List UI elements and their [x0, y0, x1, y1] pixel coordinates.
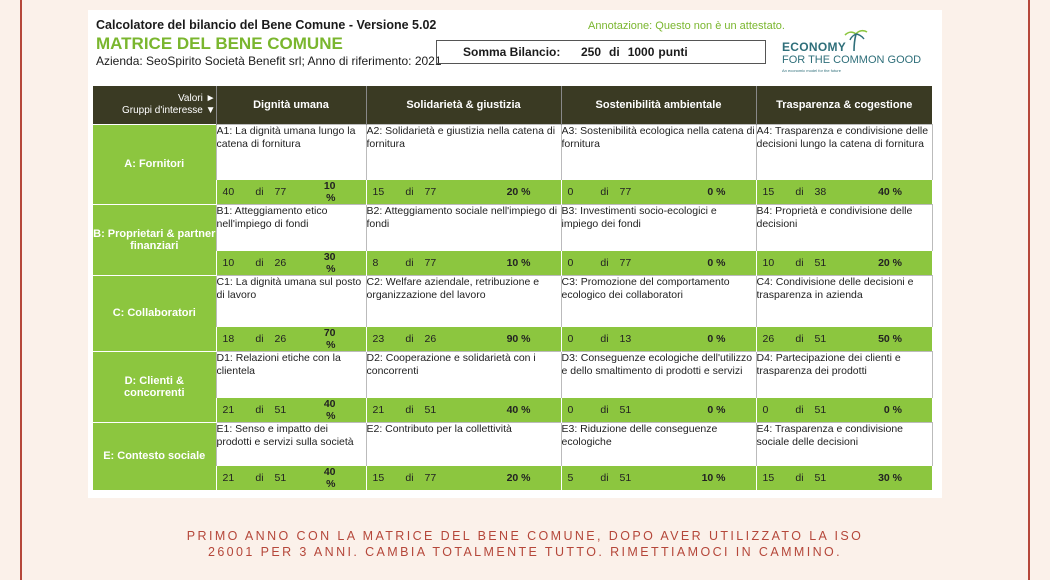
theme-score: [366, 180, 561, 205]
score-value: 0: [567, 333, 574, 345]
frame-line-left: [20, 0, 22, 580]
score-percent: 0 %: [707, 186, 726, 198]
score-value: 15: [372, 472, 385, 484]
score-percent: 40 %: [506, 403, 531, 416]
caption: [60, 528, 990, 560]
score-di: di: [405, 256, 414, 269]
score-percent: 30 %: [878, 472, 902, 484]
theme-description: C4: Condivisione delle decisioni e trasparenza in azienda: [756, 275, 932, 327]
score-max: 13: [619, 333, 632, 345]
matrix-row-desc: [93, 275, 932, 327]
matrix-row-desc: [93, 422, 932, 466]
theme-score: [366, 466, 561, 490]
theme-score: [561, 180, 756, 205]
score-max: 77: [424, 472, 437, 484]
score-percent: 0 %: [707, 403, 726, 416]
theme-score: [366, 398, 561, 423]
score-di: di: [600, 472, 609, 484]
sum-max: 1000: [627, 45, 655, 59]
score-di: di: [795, 186, 804, 198]
score-di: di: [600, 186, 609, 198]
sum-unit: punti: [658, 45, 688, 59]
score-percent: 70 %: [323, 327, 336, 351]
score-max: 51: [619, 472, 632, 484]
stakeholder-group: C: Collaboratori: [93, 275, 216, 352]
score-max: 51: [814, 333, 827, 345]
score-percent: 20 %: [506, 186, 531, 198]
score-percent: 30 %: [323, 250, 336, 275]
sum-value: 250: [581, 45, 602, 59]
score-di: di: [405, 403, 414, 416]
score-percent: 0 %: [707, 256, 726, 269]
score-max: 26: [274, 256, 287, 269]
matrix-corner-header: [93, 86, 216, 124]
matrix-title: MATRICE DEL BENE COMUNE: [96, 34, 343, 53]
score-di: di: [795, 403, 804, 416]
theme-score: [216, 398, 366, 423]
value-header: Trasparenza & cogestione: [756, 86, 932, 124]
value-header: Dignità umana: [216, 86, 366, 124]
theme-score: [756, 398, 932, 423]
score-di: di: [255, 472, 264, 484]
corner-groups-label: Gruppi d'interesse ▼: [121, 104, 216, 116]
logo-line-1: ECONOMY: [782, 40, 847, 54]
score-percent: 0 %: [707, 333, 726, 345]
calculator-title: Calcolatore del bilancio del Bene Comune - Versione 5.02: [96, 18, 437, 32]
matrix-row-score: [93, 466, 932, 490]
theme-description: E4: Trasparenza e condivisione sociale delle decisioni: [756, 422, 932, 466]
score-value: 5: [567, 472, 574, 484]
theme-description: A1: La dignità umana lungo la catena di fornitura: [216, 124, 366, 180]
score-max: 38: [814, 186, 827, 198]
score-max: 77: [424, 186, 437, 198]
stakeholder-group: B: Proprietari & partner finanziari: [93, 205, 216, 276]
matrix-sheet: [88, 10, 942, 498]
theme-description: A4: Trasparenza e condivisione delle decisioni lungo la catena di fornitura: [756, 124, 932, 180]
theme-score: [561, 466, 756, 490]
theme-description: A3: Sostenibilità ecologica nella catena di fornitura: [561, 124, 756, 180]
theme-description: B3: Investimenti socio-ecologici e impiego dei fondi: [561, 205, 756, 251]
theme-score: [561, 327, 756, 352]
score-max: 51: [814, 256, 827, 269]
company-info: Azienda: SeoSpirito Società Benefit srl; Anno di riferimento: 2021: [96, 54, 442, 68]
theme-description: C3: Promozione del comportamento ecologico dei collaboratori: [561, 275, 756, 327]
annotation-note: Annotazione: Questo non è un attestato.: [588, 20, 785, 32]
score-value: 21: [222, 472, 235, 484]
frame-line-right: [1028, 0, 1030, 580]
theme-description: D1: Relazioni etiche con la clientela: [216, 352, 366, 398]
caption-line-2: 26001 PER 3 ANNI. CAMBIA TOTALMENTE TUTTO. RIMETTIAMOCI IN CAMMINO.: [207, 545, 843, 559]
score-di: di: [405, 333, 414, 345]
matrix-row-score: [93, 180, 932, 205]
score-max: 26: [274, 333, 287, 345]
score-value: 8: [372, 256, 379, 269]
corner-values-label: Valori ►: [178, 92, 216, 104]
common-good-matrix: [93, 86, 933, 490]
value-header: Sostenibilità ambientale: [561, 86, 756, 124]
theme-score: [216, 251, 366, 276]
score-di: di: [795, 333, 804, 345]
score-di: di: [795, 472, 804, 484]
score-di: di: [600, 403, 609, 416]
score-max: 77: [619, 256, 632, 269]
score-di: di: [255, 186, 264, 198]
logo-line-2: FOR THE COMMON GOOD: [782, 54, 922, 66]
score-value: 15: [762, 472, 775, 484]
score-di: di: [405, 186, 414, 198]
score-max: 77: [424, 256, 437, 269]
score-percent: 40 %: [878, 186, 902, 198]
matrix-row-desc: [93, 205, 932, 251]
score-value: 10: [762, 256, 775, 269]
score-percent: 10 %: [323, 180, 336, 204]
score-di: di: [405, 472, 414, 484]
theme-description: B1: Atteggiamento etico nell'impiego di fondi: [216, 205, 366, 251]
score-value: 23: [372, 333, 385, 345]
score-max: 51: [274, 472, 287, 484]
score-percent: 10 %: [701, 472, 726, 484]
sum-label: Somma Bilancio:: [463, 45, 561, 59]
score-di: di: [795, 256, 804, 269]
score-max: 77: [274, 186, 287, 198]
theme-description: A2: Solidarietà e giustizia nella catena di fornitura: [366, 124, 561, 180]
score-di: di: [600, 333, 609, 345]
score-max: 77: [619, 186, 632, 198]
matrix-row-desc: [93, 352, 932, 398]
score-percent: 90 %: [506, 333, 531, 345]
theme-score: [756, 466, 932, 490]
score-percent: 10 %: [506, 256, 531, 269]
theme-description: C1: La dignità umana sul posto di lavoro: [216, 275, 366, 327]
score-di: di: [255, 403, 264, 416]
theme-score: [216, 180, 366, 205]
theme-description: D3: Conseguenze ecologiche dell'utilizzo e dello smaltimento di prodotti e servizi: [561, 352, 756, 398]
matrix-row-desc: [93, 124, 932, 180]
theme-score: [756, 251, 932, 276]
theme-description: D4: Partecipazione dei clienti e trasparenza dei prodotti: [756, 352, 932, 398]
score-percent: 40 %: [323, 397, 336, 422]
score-value: 26: [762, 333, 775, 345]
matrix-row-score: [93, 398, 932, 423]
score-value: 0: [567, 403, 574, 416]
score-value: 10: [222, 256, 235, 269]
sum-di: di: [609, 45, 620, 59]
score-value: 15: [372, 186, 385, 198]
theme-description: D2: Cooperazione e solidarietà con i concorrenti: [366, 352, 561, 398]
theme-description: E1: Senso e impatto dei prodotti e servizi sulla società: [216, 422, 366, 466]
theme-score: [756, 327, 932, 352]
score-percent: 20 %: [506, 472, 531, 484]
score-max: 51: [814, 472, 827, 484]
sum-balance-box: [436, 40, 766, 64]
score-max: 51: [424, 403, 437, 416]
score-percent: 50 %: [878, 333, 902, 345]
score-value: 15: [762, 186, 775, 198]
caption-line-1: PRIMO ANNO CON LA MATRICE DEL BENE COMUNE, DOPO AVER UTILIZZATO LA ISO: [186, 529, 864, 543]
score-value: 21: [372, 403, 385, 416]
theme-score: [216, 327, 366, 352]
matrix-row-score: [93, 251, 932, 276]
ecg-logo: [782, 32, 942, 76]
stakeholder-group: D: Clienti & concorrenti: [93, 352, 216, 423]
theme-description: B4: Proprietà e condivisione delle decisioni: [756, 205, 932, 251]
score-di: di: [600, 256, 609, 269]
theme-score: [366, 251, 561, 276]
score-value: 0: [567, 186, 574, 198]
theme-score: [216, 466, 366, 490]
theme-score: [756, 180, 932, 205]
logo-tagline: An economic model for the future: [782, 68, 841, 73]
theme-description: B2: Atteggiamento sociale nell'impiego di fondi: [366, 205, 561, 251]
score-max: 51: [619, 403, 632, 416]
stakeholder-group: E: Contesto sociale: [93, 422, 216, 490]
score-value: 0: [762, 403, 769, 416]
theme-score: [561, 398, 756, 423]
matrix-row-score: [93, 327, 932, 352]
theme-score: [366, 327, 561, 352]
theme-description: C2: Welfare aziendale, retribuzione e organizzazione del lavoro: [366, 275, 561, 327]
theme-description: E3: Riduzione delle conseguenze ecologiche: [561, 422, 756, 466]
score-percent: 40 %: [323, 466, 336, 490]
score-percent: 0 %: [883, 403, 902, 416]
score-value: 0: [567, 256, 574, 269]
theme-score: [561, 251, 756, 276]
score-value: 21: [222, 403, 235, 416]
score-di: di: [255, 256, 264, 269]
score-max: 51: [274, 403, 287, 416]
score-di: di: [255, 333, 264, 345]
score-max: 26: [424, 333, 437, 345]
value-header: Solidarietà & giustizia: [366, 86, 561, 124]
score-value: 18: [222, 333, 235, 345]
stakeholder-group: A: Fornitori: [93, 124, 216, 205]
score-percent: 20 %: [878, 256, 902, 269]
score-value: 40: [222, 186, 235, 198]
score-max: 51: [814, 403, 827, 416]
theme-description: E2: Contributo per la collettività: [366, 422, 561, 466]
